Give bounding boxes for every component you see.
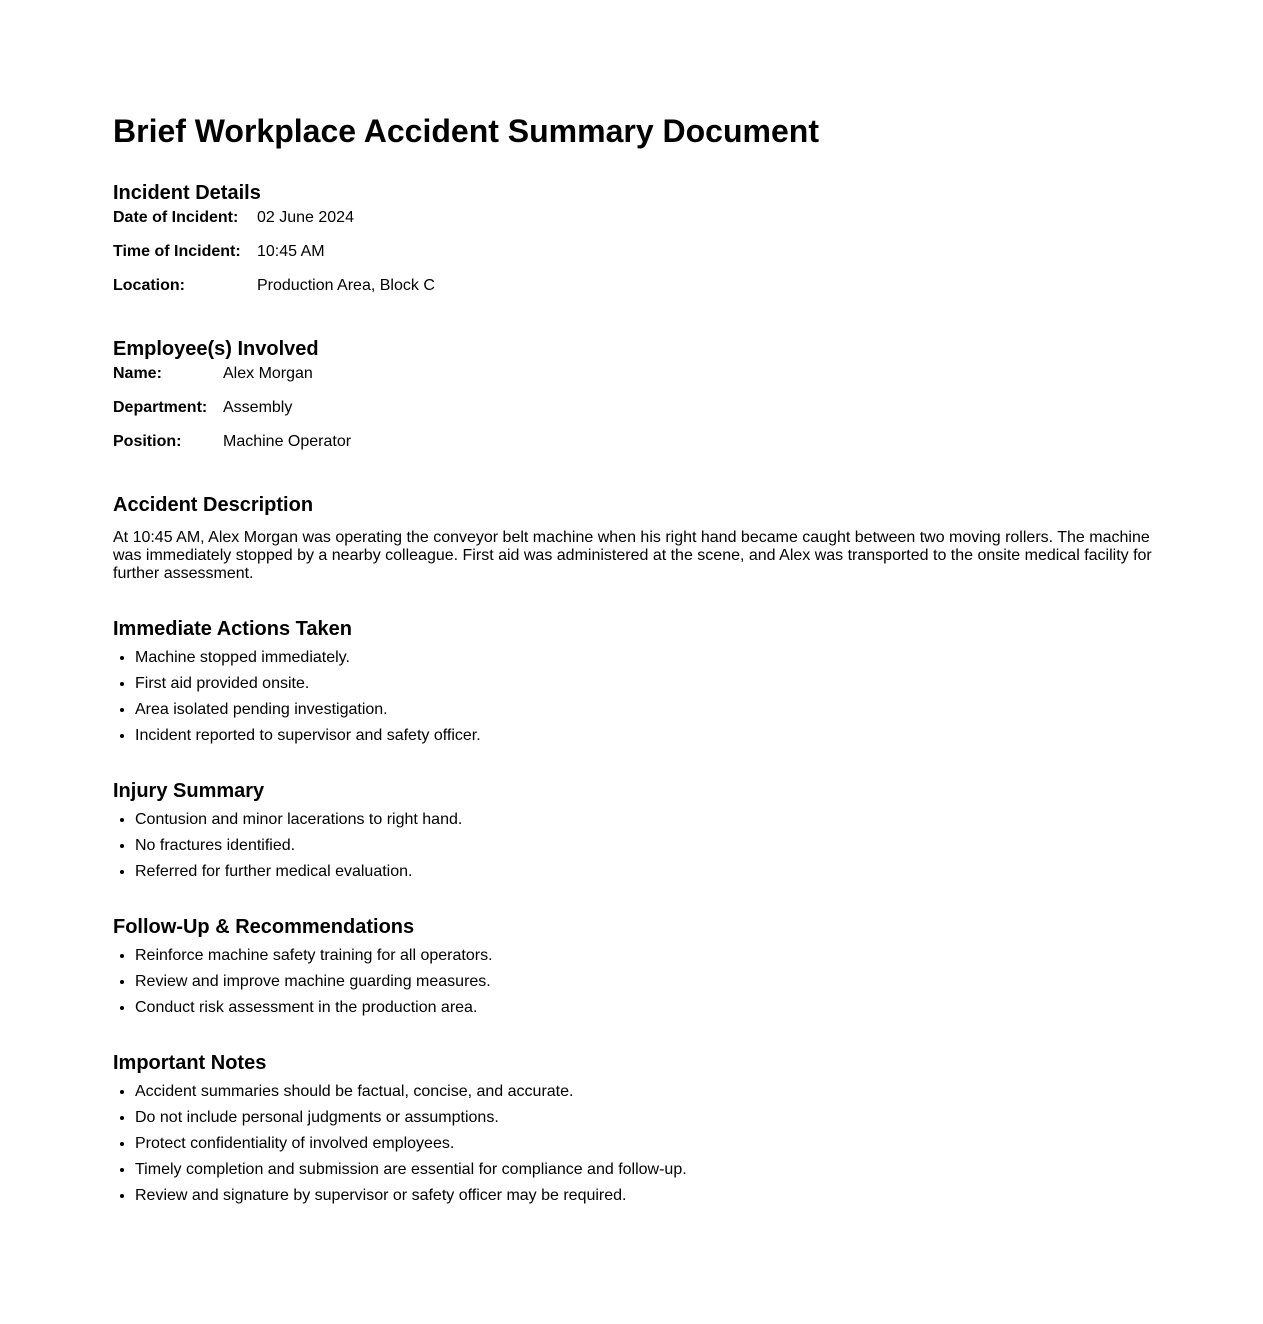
incident-date-value: 02 June 2024: [257, 209, 354, 226]
incident-date-row: [113, 209, 435, 243]
incident-details-heading: Incident Details: [113, 182, 261, 204]
followup-list: [113, 947, 1153, 1017]
employee-name-row: [113, 365, 351, 399]
list-item: • Machine stopped immediately.: [135, 649, 1153, 667]
list-item: • First aid provided onsite.: [135, 675, 1153, 693]
injury-list: [113, 811, 1153, 881]
employee-name-value: Alex Morgan: [223, 365, 313, 382]
field-label: Location:: [113, 277, 185, 294]
list-item: • Area isolated pending investigation.: [135, 701, 1153, 719]
followup-section: [113, 915, 1153, 1025]
notes-list: [113, 1083, 1153, 1205]
list-item: • Reinforce machine safety training for all operators.: [135, 947, 1153, 965]
incident-location-row: [113, 277, 435, 311]
field-label: Date of Incident:: [113, 209, 239, 226]
actions-section: [113, 617, 1153, 753]
employee-department-value: Assembly: [223, 399, 293, 416]
list-item: • Accident summaries should be factual, concise, and accurate.: [135, 1083, 1153, 1101]
list-item: • Referred for further medical evaluation.: [135, 863, 1153, 881]
list-item: • Do not include personal judgments or assumptions.: [135, 1109, 1153, 1127]
notes-heading: Important Notes: [113, 1052, 267, 1074]
list-item: • Review and improve machine guarding measures.: [135, 973, 1153, 991]
incident-time-value: 10:45 AM: [257, 243, 325, 260]
field-label: Position:: [113, 433, 182, 450]
injury-section: [113, 779, 1153, 889]
list-item: • Contusion and minor lacerations to right hand.: [135, 811, 1153, 829]
document-title: Brief Workplace Accident Summary Document: [113, 113, 819, 149]
accident-description-text: At 10:45 AM, Alex Morgan was operating the conveyor belt machine when his right hand became caught between two moving rollers. The machine was immediately stopped by a nearby colleague. First aid was administered at the scene, and Alex was transported to the onsite medical facility for further assessment.: [113, 529, 1152, 582]
list-item: • Review and signature by supervisor or safety officer may be required.: [135, 1187, 1153, 1205]
incident-details-table: [113, 209, 435, 311]
field-label: Department:: [113, 399, 208, 416]
employee-position-row: [113, 433, 351, 467]
list-item: • Incident reported to supervisor and safety officer.: [135, 727, 1153, 745]
employee-department-row: [113, 399, 351, 433]
accident-description-heading: Accident Description: [113, 494, 314, 516]
actions-heading: Immediate Actions Taken: [113, 618, 352, 640]
field-label: Time of Incident:: [113, 243, 241, 260]
employee-table: [113, 365, 351, 467]
list-item: • Protect confidentiality of involved employees.: [135, 1135, 1153, 1153]
incident-location-value: Production Area, Block C: [257, 277, 435, 294]
followup-heading: Follow-Up & Recommendations: [113, 916, 415, 938]
actions-list: [113, 649, 1153, 745]
accident-description-section: [113, 493, 1153, 583]
employee-position-value: Machine Operator: [223, 433, 352, 450]
employee-section: [113, 337, 1153, 467]
field-label: Name:: [113, 365, 162, 382]
employee-heading: Employee(s) Involved: [113, 338, 319, 360]
list-item: • Timely completion and submission are essential for compliance and follow-up.: [135, 1161, 1153, 1179]
list-item: • Conduct risk assessment in the production area.: [135, 999, 1153, 1017]
list-item: • No fractures identified.: [135, 837, 1153, 855]
incident-time-row: [113, 243, 435, 277]
incident-details-section: [113, 181, 1153, 311]
injury-heading: Injury Summary: [113, 780, 265, 802]
notes-section: [113, 1051, 1153, 1213]
